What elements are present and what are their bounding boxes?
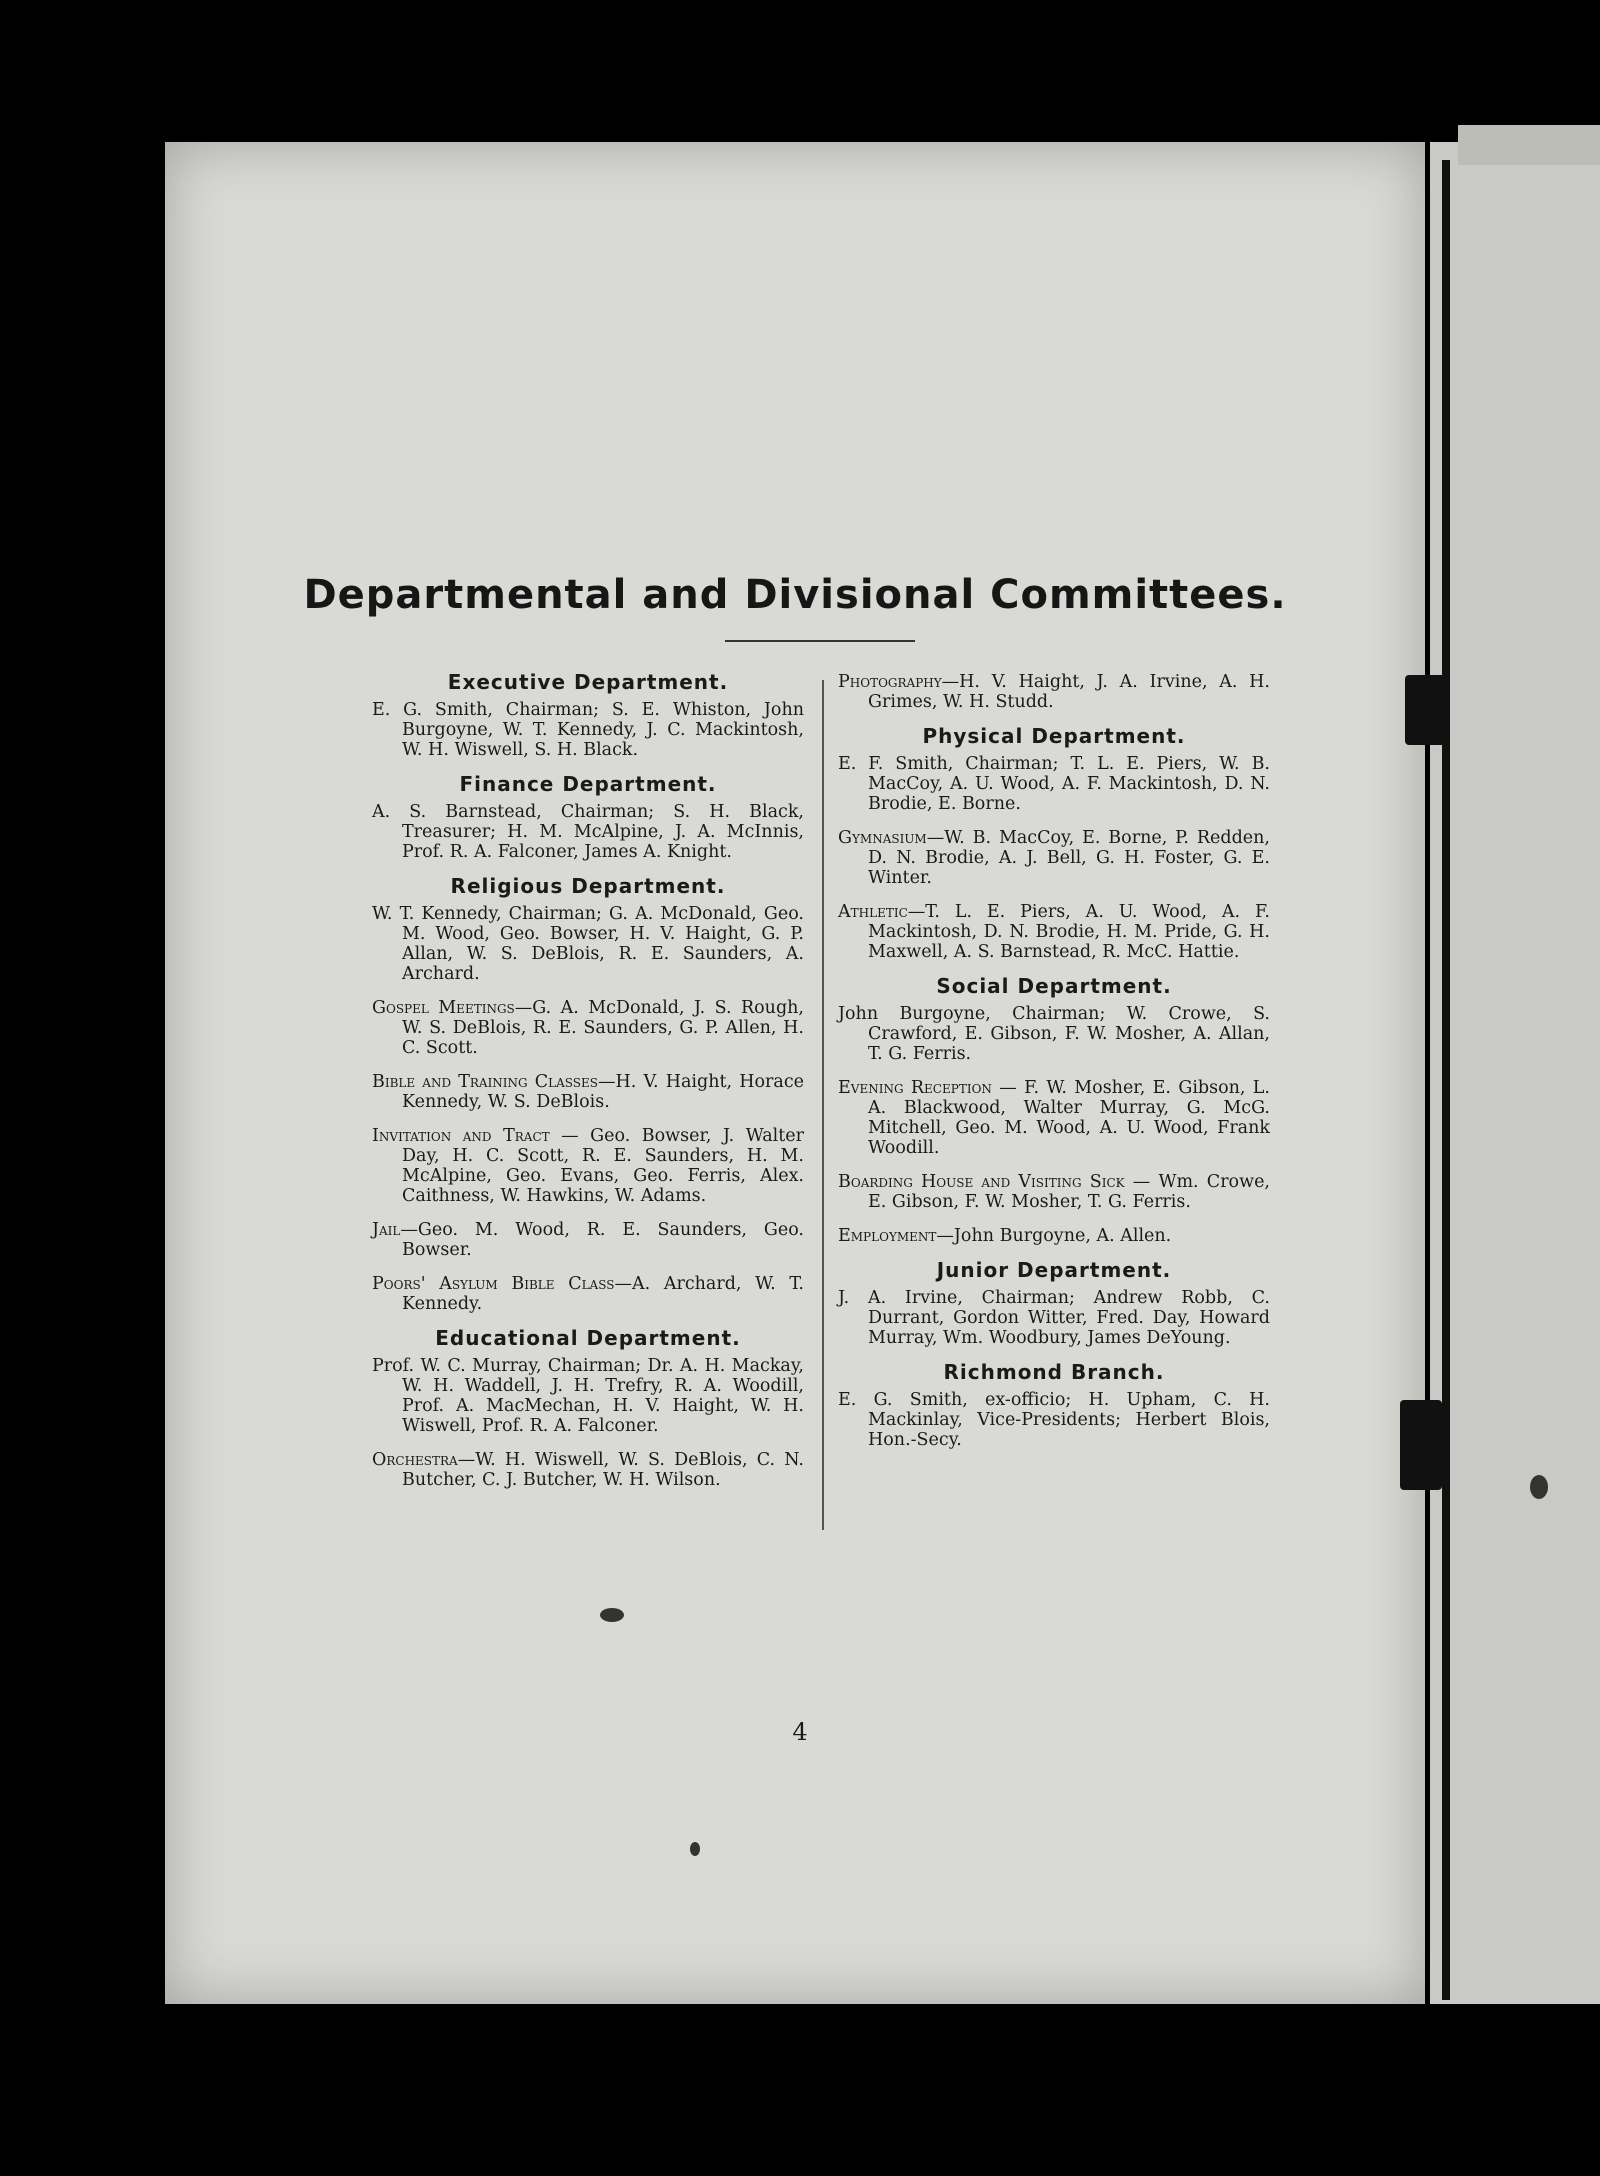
department-heading: Social Department. [936, 974, 1172, 998]
column-divider [822, 680, 824, 1530]
committee-label: Gymnasium [838, 828, 927, 848]
ink-speck [1530, 1475, 1548, 1499]
committee-label: Jail [372, 1220, 401, 1240]
committee-entry [838, 1172, 1270, 1212]
committee-entry [372, 998, 804, 1058]
committee-label: Boarding House and Visiting Sick [838, 1172, 1125, 1192]
committee-entry [838, 1288, 1270, 1348]
committee-entry [838, 754, 1270, 814]
committee-members: — Wm. Crowe, E. Gibson, F. W. Mosher, T. G. Ferris. [868, 1172, 1270, 1212]
binder-clip-bottom [1400, 1400, 1442, 1490]
committee-entry [372, 904, 804, 984]
committee-label: Evening Reception [838, 1078, 992, 1098]
adjacent-page-strip [1458, 125, 1600, 165]
committee-entry [838, 828, 1270, 888]
department-heading: Junior Department. [936, 1258, 1172, 1282]
department-heading: Finance Department. [459, 772, 717, 796]
committee-members: E. G. Smith, ex-officio; H. Upham, C. H. Mackinlay, Vice-Presidents; Herbert Blois, Hon.-Secy. [838, 1390, 1270, 1450]
left-column [372, 672, 804, 1504]
binder-clip-top [1405, 675, 1447, 745]
committee-entry [372, 1356, 804, 1436]
committee-entry [372, 1450, 804, 1490]
committee-label: Invitation and Tract [372, 1126, 550, 1146]
ink-speck [690, 1842, 700, 1856]
department-heading: Religious Department. [450, 874, 726, 898]
committee-members: —A. Archard, W. T. Kennedy. [402, 1274, 804, 1314]
committee-members: —Geo. M. Wood, R. E. Saunders, Geo. Bowser. [400, 1220, 804, 1260]
committee-entry [838, 1004, 1270, 1064]
right-column [838, 672, 1270, 1464]
department-heading: Educational Department. [435, 1326, 741, 1350]
page-number: 4 [792, 1718, 808, 1746]
committee-members: — Geo. Bowser, J. Walter Day, H. C. Scott, R. E. Saunders, H. M. McAlpine, Geo. Evans, Geo. Ferris, Alex. Caithness, W. Hawkins, W. Adams. [402, 1126, 804, 1206]
department-heading: Executive Department. [447, 670, 729, 694]
committee-label: Athletic [838, 902, 908, 922]
committee-members: A. S. Barnstead, Chairman; S. H. Black, Treasurer; H. M. McAlpine, J. A. McInnis, Prof. R. A. Falconer, James A. Knight. [372, 802, 804, 862]
committee-members: J. A. Irvine, Chairman; Andrew Robb, C. Durrant, Gordon Witter, Fred. Day, Howard Murray, Wm. Woodbury, James DeYoung. [838, 1288, 1270, 1348]
committee-members: — F. W. Mosher, E. Gibson, L. A. Blackwood, Walter Murray, G. McG. Mitchell, Geo. M. Wood, A. U. Wood, Frank Woodill. [868, 1078, 1270, 1158]
committee-members: —H. V. Haight, Horace Kennedy, W. S. DeBlois. [402, 1072, 804, 1112]
committee-entry [838, 902, 1270, 962]
committee-label: Employment [838, 1226, 937, 1246]
department-heading: Physical Department. [922, 724, 1186, 748]
committee-entry [838, 1078, 1270, 1158]
committee-members: E. F. Smith, Chairman; T. L. E. Piers, W. B. MacCoy, A. U. Wood, A. F. Mackintosh, D. N. Brodie, E. Borne. [838, 754, 1270, 814]
committee-label: Orchestra [372, 1450, 458, 1470]
committee-members: —G. A. McDonald, J. S. Rough, W. S. DeBlois, R. E. Saunders, G. P. Allen, H. C. Scott. [402, 998, 804, 1058]
committee-entry [372, 1220, 804, 1260]
page-title: Departmental and Divisional Committees. [303, 571, 1287, 618]
committee-entry [372, 700, 804, 760]
committee-entry [838, 1226, 1270, 1246]
committee-entry [372, 1274, 804, 1314]
committee-entry [372, 1126, 804, 1206]
committee-entry [838, 672, 1270, 712]
committee-entry [838, 1390, 1270, 1450]
committee-members: W. T. Kennedy, Chairman; G. A. McDonald, Geo. M. Wood, Geo. Bowser, H. V. Haight, G. P. Allan, W. S. DeBlois, R. E. Saunders, A. Archard. [372, 904, 804, 984]
committee-members: —W. H. Wiswell, W. S. DeBlois, C. N. Butcher, C. J. Butcher, W. H. Wilson. [402, 1450, 804, 1490]
ink-speck [600, 1608, 624, 1622]
committee-members: E. G. Smith, Chairman; S. E. Whiston, John Burgoyne, W. T. Kennedy, J. C. Mackintosh, W. H. Wiswell, S. H. Black. [372, 700, 804, 760]
committee-members: Prof. W. C. Murray, Chairman; Dr. A. H. Mackay, W. H. Waddell, J. H. Trefry, R. A. Woodill, Prof. A. MacMechan, H. V. Haight, W. H. Wiswell, Prof. R. A. Falconer. [372, 1356, 804, 1436]
committee-label: Bible and Training Classes [372, 1072, 599, 1092]
committee-members: —T. L. E. Piers, A. U. Wood, A. F. Mackintosh, D. N. Brodie, H. M. Pride, G. H. Maxwell, A. S. Barnstead, R. McC. Hattie. [868, 902, 1270, 962]
committee-members: John Burgoyne, Chairman; W. Crowe, S. Crawford, E. Gibson, F. W. Mosher, A. Allan, T. G. Ferris. [838, 1004, 1270, 1064]
committee-members: —H. V. Haight, J. A. Irvine, A. H. Grimes, W. H. Studd. [868, 672, 1270, 712]
committee-label: Gospel Meetings [372, 998, 515, 1018]
committee-members: —John Burgoyne, A. Allen. [936, 1226, 1172, 1246]
committee-label: Poors' Asylum Bible Class [372, 1274, 615, 1294]
committee-members: —W. B. MacCoy, E. Borne, P. Redden, D. N. Brodie, A. J. Bell, G. H. Foster, G. E. Winter. [868, 828, 1270, 888]
committee-label: Photography [838, 672, 942, 692]
department-heading: Richmond Branch. [943, 1360, 1165, 1384]
committee-entry [372, 1072, 804, 1112]
title-divider [725, 640, 915, 642]
committee-entry [372, 802, 804, 862]
